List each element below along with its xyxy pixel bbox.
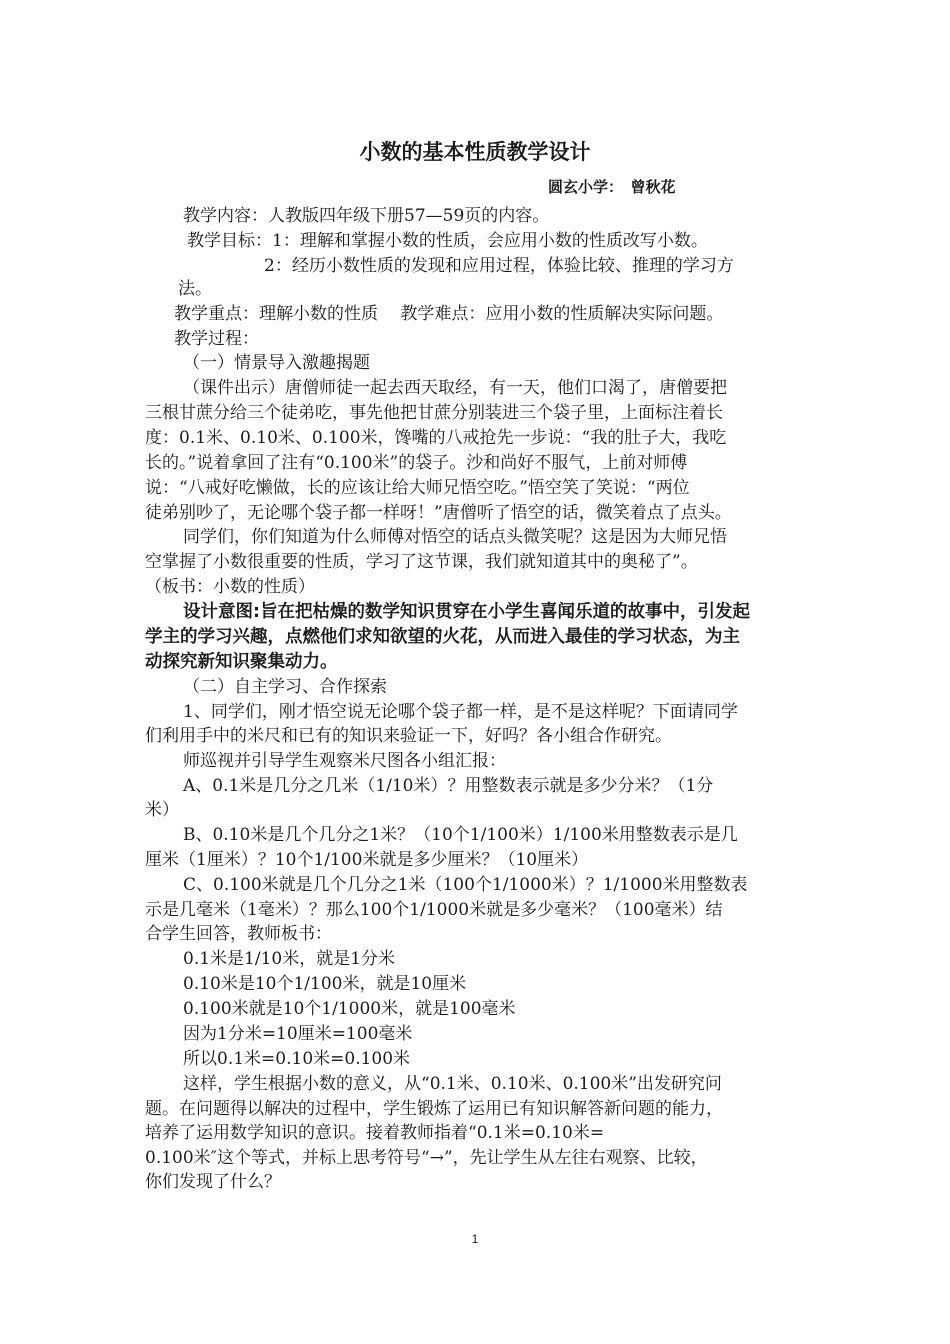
text-line: A、0.1米是几分之几米（1/10米）？用整数表示就是多少分米？（1分 [183, 776, 714, 796]
text-line: 合学生回答，教师板书： [145, 924, 332, 944]
text-line: B、0.10米是几个几分之1米？（10个1/100米）1/100米用整数表示是几 [183, 825, 738, 845]
text-line: 0.100米″这个等式，并标上思考符号“→”，先让学生从左往右观察、比较， [145, 1148, 708, 1168]
text-line: 培养了运用数学知识的意识。接着教师指着“0.1米=0.10米= [145, 1123, 605, 1143]
author-line: 圆玄小学： 曾秋花 [548, 178, 676, 196]
text-line: 教学目标：1：理解和掌握小数的性质，会应用小数的性质改写小数。 [187, 231, 708, 251]
text-line: 你们发现了什么？ [145, 1172, 281, 1192]
text-line: 法。 [178, 279, 212, 299]
text-line: 同学们，你们知道为什么师傅对悟空的话点头微笑呢？这是因为大师兄悟 [183, 527, 727, 547]
text-line: 教学重点：理解小数的性质 教学难点：应用小数的性质解决实际问题。 [174, 304, 724, 324]
board-line: 0.1米是1/10米，就是1分米 [183, 949, 396, 969]
board-line: 0.100米就是10个1/1000米，就是100毫米 [183, 999, 516, 1019]
board-line: 0.10米是10个1/100米，就是10厘米 [183, 974, 467, 994]
text-line: 师巡视并引导学生观察米尺图各小组汇报： [183, 751, 506, 771]
text-line: 们利用手中的米尺和已有的知识来验证一下，好吗？各小组合作研究。 [145, 726, 672, 746]
design-intent-line: 设计意图:旨在把枯燥的数学知识贯穿在小学生喜闻乐道的故事中，引发起 [183, 602, 750, 622]
text-line: 厘米（1厘米）？10个1/100米就是多少厘米？（10厘米） [145, 850, 589, 870]
document-title: 小数的基本性质教学设计 [359, 140, 591, 164]
text-line: C、0.100米就是几个几分之1米（100个1/1000米）？1/1000米用整数表 [183, 875, 748, 895]
text-line: （课件出示）唐僧师徒一起去西天取经，有一天，他们口渴了，唐僧要把 [183, 378, 727, 398]
text-line: 这样，学生根据小数的意义，从“0.1米、0.10米、0.100米”出发研究问 [183, 1074, 722, 1094]
page-number: 1 [471, 1232, 479, 1246]
text-line: 长的。”说着拿回了注有“0.100米”的袋子。沙和尚好不服气，上前对师傅 [145, 453, 688, 473]
text-line: 示是几毫米（1毫米）？那么100个1/1000米就是多少毫米？（100毫米）结 [145, 900, 723, 920]
design-intent-line: 动探究新知识聚集动力。 [145, 652, 338, 672]
text-line: 米） [145, 800, 179, 820]
text-line: 三根甘蔗分给三个徒弟吃，事先他把甘蔗分别装进三个袋子里，上面标注着长 [145, 403, 723, 423]
text-line: 教学内容：人教版四年级下册57—59页的内容。 [183, 206, 550, 226]
text-line: 徒弟别吵了，无论哪个袋子都一样呀！”唐僧听了悟空的话，微笑着点了点头。 [145, 503, 732, 523]
text-line: （板书：小数的性质） [145, 577, 315, 597]
board-line: 因为1分米=10厘米=100毫米 [183, 1024, 413, 1044]
text-line: 1、同学们，刚才悟空说无论哪个袋子都一样，是不是这样呢？下面请同学 [183, 702, 738, 722]
section-heading: （二）自主学习、合作探索 [183, 677, 387, 697]
text-line: 说：“八戒好吃懒做，长的应该让给大师兄悟空吃。”悟空笑了笑说：“两位 [145, 478, 690, 498]
text-line: 度：0.1米、0.10米、0.100米，馋嘴的八戒抢先一步说：“我的肚子大，我吃 [145, 428, 727, 448]
text-line: 教学过程： [174, 329, 259, 349]
text-line: 2：经历小数性质的发现和应用过程，体验比较、推理的学习方 [264, 256, 734, 276]
text-line: 题。在问题得以解决的过程中，学生锻炼了运用已有知识解答新问题的能力， [145, 1099, 723, 1119]
section-heading: （一）情景导入激趣揭题 [183, 353, 370, 373]
design-intent-line: 学主的学习兴趣，点燃他们求知欲望的火花，从而进入最佳的学习状态，为主 [145, 627, 740, 647]
text-line: 空掌握了小数很重要的性质，学习了这节课，我们就知道其中的奥秘了”。 [145, 552, 698, 572]
board-line: 所以0.1米=0.10米=0.100米 [183, 1049, 411, 1069]
